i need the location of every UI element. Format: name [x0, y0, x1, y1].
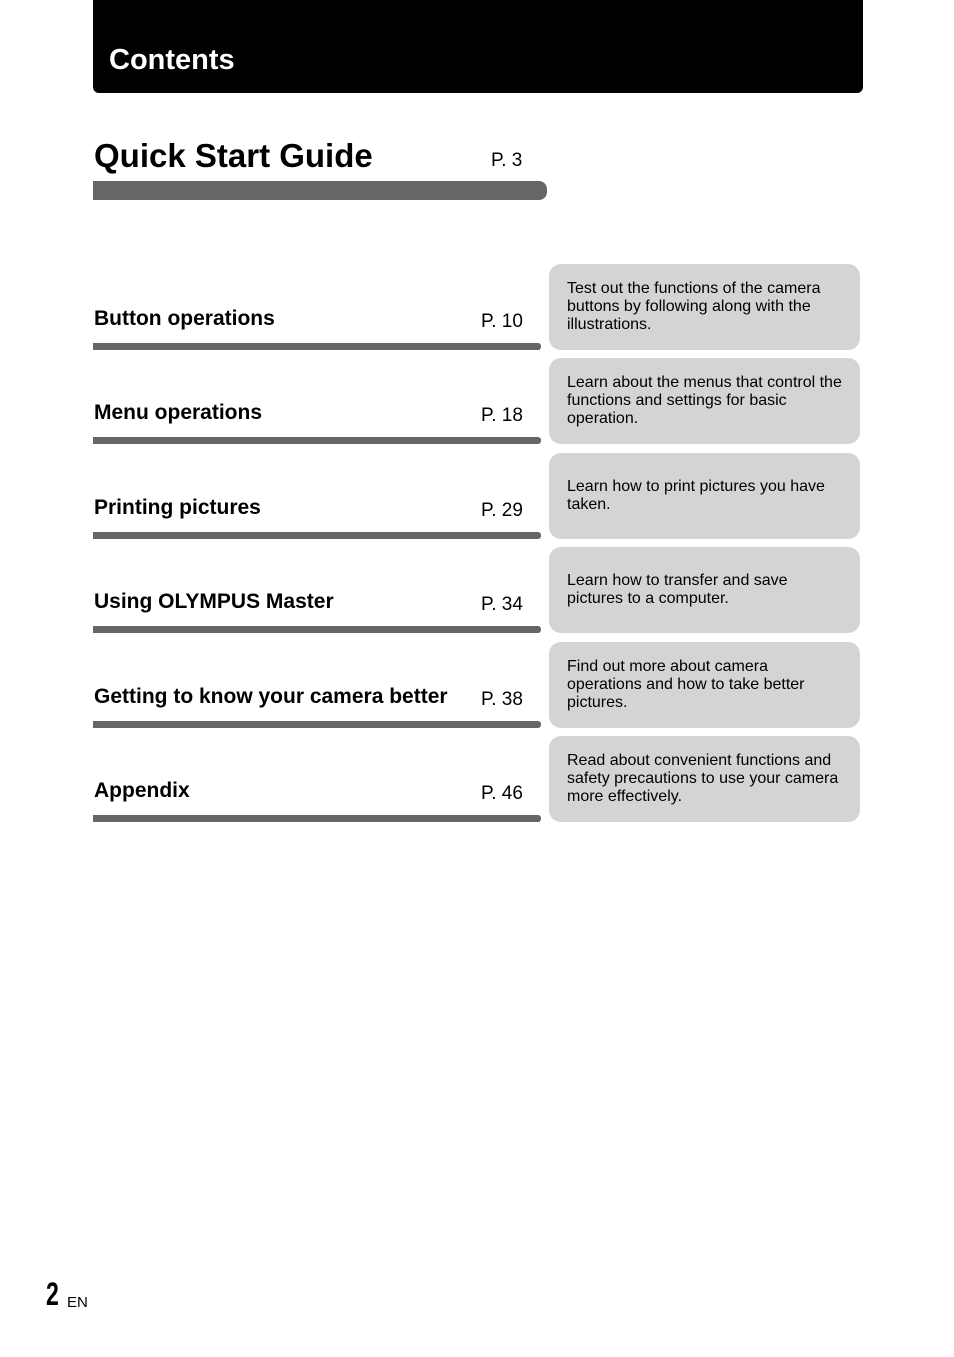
- toc-entry-page[interactable]: P. 34: [481, 594, 523, 615]
- contents-title: Contents: [109, 44, 235, 76]
- language-code: EN: [67, 1294, 88, 1311]
- toc-entry-description-text: Learn how to transfer and save pictures to a computer.: [567, 572, 788, 607]
- toc-entry-description-text: Find out more about camera operations and how to take better pictures.: [567, 658, 805, 711]
- toc-entry-divider: [93, 532, 541, 539]
- toc-entry-title[interactable]: Printing pictures: [94, 496, 261, 519]
- toc-entry-page[interactable]: P. 46: [481, 783, 523, 804]
- toc-entry-title[interactable]: Button operations: [94, 307, 275, 330]
- toc-entry-description-text: Read about convenient functions and safety precautions to use your camera more effectively.: [567, 752, 839, 805]
- toc-entry-printing-pictures[interactable]: [93, 453, 861, 539]
- quick-start-divider: [93, 181, 547, 200]
- toc-entry-description-text: Test out the functions of the camera buttons by following along with the illustrations.: [567, 280, 821, 333]
- toc-entry-description-text: Learn how to print pictures you have taken.: [567, 478, 825, 513]
- toc-entry-divider: [93, 437, 541, 444]
- toc-entry-title[interactable]: Getting to know your camera better: [94, 685, 448, 708]
- toc-entry-description: [549, 736, 860, 822]
- toc-entry-description-text: Learn about the menus that control the functions and settings for basic operation.: [567, 374, 842, 427]
- quick-start-page[interactable]: P. 3: [491, 150, 523, 171]
- toc-entry-divider: [93, 343, 541, 350]
- toc-entry-description: [549, 264, 860, 350]
- toc-entry-appendix[interactable]: [93, 736, 861, 822]
- toc-entry-page[interactable]: P. 38: [481, 689, 523, 710]
- toc-entry-title[interactable]: Menu operations: [94, 401, 263, 424]
- page-number: 2: [46, 1276, 59, 1312]
- toc-entry-description: [549, 547, 860, 633]
- toc-entry-title[interactable]: Using OLYMPUS Master: [94, 590, 334, 613]
- toc-entry-title[interactable]: Appendix: [94, 779, 190, 802]
- toc-entry-page[interactable]: P. 29: [481, 500, 523, 521]
- toc-entry-description: [549, 642, 860, 728]
- toc-entry-divider: [93, 815, 541, 822]
- toc-entry-page[interactable]: P. 10: [481, 311, 523, 332]
- toc-entry-divider: [93, 721, 541, 728]
- quick-start-title[interactable]: Quick Start Guide: [94, 137, 373, 174]
- toc-entry-getting-to-know-camera[interactable]: [93, 642, 861, 728]
- toc-entry-page[interactable]: P. 18: [481, 405, 523, 426]
- toc-entry-button-operations[interactable]: [93, 264, 861, 350]
- toc-entry-menu-operations[interactable]: [93, 358, 861, 444]
- toc-entry-using-olympus-master[interactable]: [93, 547, 861, 633]
- toc-entry-description: [549, 453, 860, 539]
- toc-entry-description: [549, 358, 860, 444]
- toc-entry-divider: [93, 626, 541, 633]
- contents-header: [93, 0, 863, 93]
